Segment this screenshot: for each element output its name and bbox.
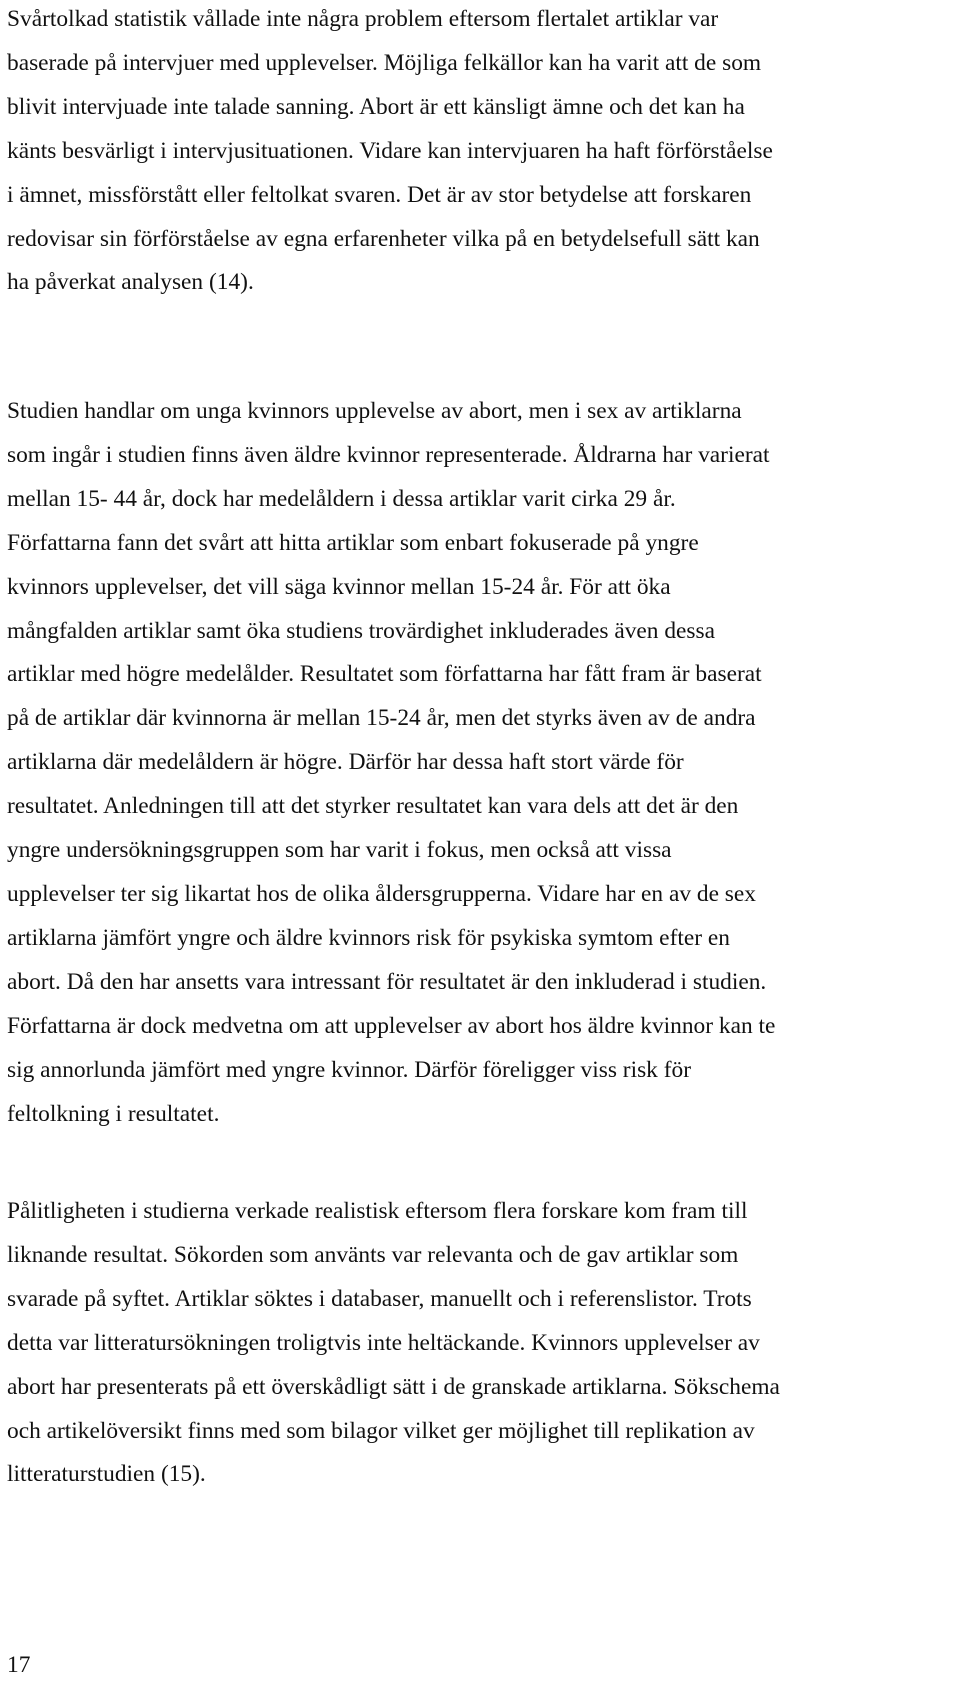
paragraph-line: abort. Då den har ansetts vara intressant för resultatet är den inkluderad i studien.: [7, 968, 767, 995]
paragraph-line: sig annorlunda jämfört med yngre kvinnor. Därför föreligger viss risk för: [7, 1056, 692, 1083]
paragraph-line: Författarna är dock medvetna om att upplevelser av abort hos äldre kvinnor kan te: [7, 1012, 776, 1039]
paragraph-line: feltolkning i resultatet.: [7, 1100, 220, 1127]
paragraph-line: artiklarna där medelåldern är högre. Därför har dessa haft stort värde för: [7, 749, 684, 776]
paragraph-line: baserade på intervjuer med upplevelser. Möjliga felkällor kan ha varit att de som: [7, 49, 762, 76]
paragraph-line: blivit intervjuade inte talade sanning. Abort är ett känsligt ämne och det kan ha: [7, 93, 745, 120]
paragraph-line: som ingår i studien finns även äldre kvinnor representerade. Åldrarna har varierat: [7, 441, 770, 468]
paragraph-line: detta var litteratursökningen troligtvis inte heltäckande. Kvinnors upplevelser av: [7, 1329, 760, 1356]
paragraph-line: redovisar sin förförståelse av egna erfarenheter vilka på en betydelsefull sätt kan: [7, 225, 760, 252]
paragraph-line: Pålitligheten i studierna verkade realistisk eftersom flera forskare kom fram till: [7, 1198, 748, 1224]
paragraph-line: artiklar med högre medelålder. Resultatet som författarna har fått fram är baserat: [7, 661, 762, 688]
paragraph-line: känts besvärligt i intervjusituationen. Vidare kan intervjuaren ha haft förförståelse: [7, 137, 773, 164]
paragraph-line: ha påverkat analysen (14).: [7, 269, 254, 296]
paragraph-line: upplevelser ter sig likartat hos de olika åldersgrupperna. Vidare har en av de sex: [7, 880, 756, 907]
page-number: 17: [7, 1652, 31, 1678]
paragraph-line: svarade på syftet. Artiklar söktes i databaser, manuellt och i referenslistor. Trots: [7, 1285, 752, 1312]
paragraph-line: kvinnors upplevelser, det vill säga kvinnor mellan 15-24 år. För att öka: [7, 573, 671, 600]
paragraph-line: mångfalden artiklar samt öka studiens trovärdighet inkluderades även dessa: [7, 617, 715, 644]
paragraph-line: abort har presenterats på ett överskådligt sätt i de granskade artiklarna. Sökschema: [7, 1373, 780, 1400]
paragraph-line: Författarna fann det svårt att hitta artiklar som enbart fokuserade på yngre: [7, 529, 699, 556]
paragraph-line: Studien handlar om unga kvinnors upplevelse av abort, men i sex av artiklarna: [7, 398, 742, 424]
paragraph-line: och artikelöversikt finns med som bilagor vilket ger möjlighet till replikation av: [7, 1417, 755, 1444]
paragraph-2: [7, 390, 775, 1136]
paragraph-line: liknande resultat. Sökorden som använts var relevanta och de gav artiklar som: [7, 1241, 739, 1268]
paragraph-line: på de artiklar där kvinnorna är mellan 15-24 år, men det styrks även av de andra: [7, 705, 756, 732]
paragraph-1: [7, 0, 773, 305]
paragraph-line: yngre undersökningsgruppen som har varit i fokus, men också att vissa: [7, 837, 672, 864]
paragraph-line: litteraturstudien (15).: [7, 1461, 206, 1488]
paragraph-line: resultatet. Anledningen till att det styrker resultatet kan vara dels att det är den: [7, 793, 739, 820]
paragraph-line: Svårtolkad statistik vållade inte några problem eftersom flertalet artiklar var: [7, 6, 719, 32]
paragraph-line: mellan 15- 44 år, dock har medelåldern i dessa artiklar varit cirka 29 år.: [7, 485, 676, 512]
paragraph-line: artiklarna jämfört yngre och äldre kvinnors risk för psykiska symtom efter en: [7, 924, 730, 951]
paragraph-3: [7, 1190, 780, 1497]
paragraph-line: i ämnet, missförstått eller feltolkat svaren. Det är av stor betydelse att forskaren: [7, 181, 752, 208]
